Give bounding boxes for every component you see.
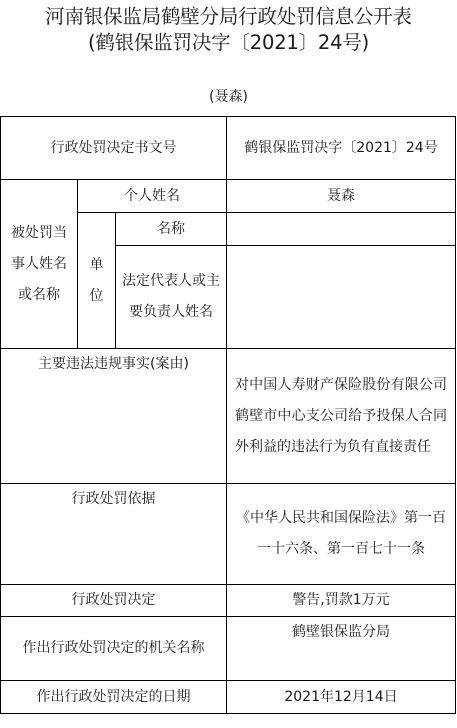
subject-name: (聂森) xyxy=(209,89,248,105)
decision-label: 行政处罚决定 xyxy=(1,585,227,617)
date-label: 作出行政处罚决定的日期 xyxy=(1,681,227,714)
row-person-name xyxy=(1,180,456,213)
basis-label: 行政处罚依据 xyxy=(1,484,227,585)
row-basis xyxy=(1,484,456,585)
title-line-1: 河南银保监局鹤壁分局行政处罚信息公开表 xyxy=(45,5,412,28)
unit-label: 单位 xyxy=(78,213,116,349)
row-doc-number xyxy=(1,117,456,180)
unit-name-value xyxy=(227,213,456,246)
row-decision xyxy=(1,585,456,617)
penalty-info-table xyxy=(0,116,456,714)
legal-rep-label: 法定代表人或主要负责人姓名 xyxy=(116,246,227,349)
doc-number-label: 行政处罚决定书文号 xyxy=(1,117,227,180)
row-authority xyxy=(1,617,456,681)
unit-name-label: 名称 xyxy=(116,213,227,246)
doc-number-value: 鹤银保监罚决字〔2021〕24号 xyxy=(227,117,456,180)
date-value: 2021年12月14日 xyxy=(227,681,456,714)
row-facts xyxy=(1,349,456,484)
legal-rep-value xyxy=(227,246,456,349)
authority-value: 鹤壁银保监分局 xyxy=(227,617,456,681)
page-title xyxy=(0,4,457,56)
facts-value: 对中国人寿财产保险股份有限公司鹤壁市中心支公司给予投保人合同外利益的违法行为负有直接责任 xyxy=(227,349,456,484)
decision-value: 警告,罚款1万元 xyxy=(227,585,456,617)
person-name-value: 聂森 xyxy=(227,180,456,213)
basis-value: 《中华人民共和国保险法》第一百一十六条、第一百七十一条 xyxy=(227,484,456,585)
party-label: 被处罚当事人姓名或名称 xyxy=(1,180,78,349)
person-name-label: 个人姓名 xyxy=(78,180,227,213)
title-line-2: (鹤银保监罚决字〔2021〕24号) xyxy=(87,31,370,54)
row-date xyxy=(1,681,456,714)
authority-label: 作出行政处罚决定的机关名称 xyxy=(1,617,227,681)
facts-label: 主要违法违规事实(案由) xyxy=(1,349,227,484)
